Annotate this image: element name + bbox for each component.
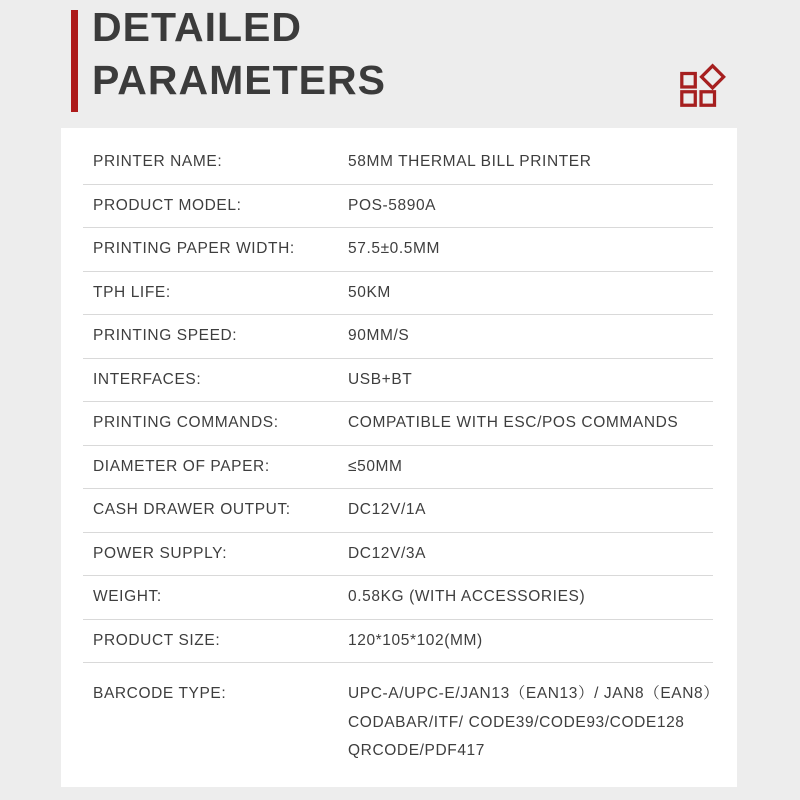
row-value [348, 501, 713, 519]
table-row [83, 315, 713, 359]
table-row [83, 446, 713, 490]
row-label: POWER SUPPLY: [93, 544, 228, 562]
value-line: POS-5890A [348, 196, 437, 214]
row-label: PRINTING COMMANDS: [93, 414, 279, 432]
row-label: PRODUCT SIZE: [93, 631, 221, 649]
value-line: DC12V/3A [348, 544, 427, 562]
row-value [348, 240, 713, 258]
row-label: CASH DRAWER OUTPUT: [93, 501, 291, 519]
value-line: 90MM/S [348, 327, 410, 345]
value-line: 120*105*102(MM) [348, 631, 483, 649]
table-row [83, 141, 713, 185]
squares-diamond-grid-icon [677, 63, 727, 109]
page-title [92, 1, 386, 107]
row-label: DIAMETER OF PAPER: [93, 457, 270, 475]
value-line: 50KM [348, 283, 391, 301]
row-label: PRINTING PAPER WIDTH: [93, 240, 295, 258]
row-label: BARCODE TYPE: [93, 685, 227, 702]
value-line: COMPATIBLE WITH ESC/POS COMMANDS [348, 414, 679, 432]
row-value [348, 327, 713, 345]
value-line: DC12V/1A [348, 501, 427, 519]
table-row [83, 576, 713, 620]
row-value [348, 284, 713, 302]
row-value [348, 197, 713, 215]
spec-table [61, 128, 737, 787]
table-row [83, 228, 713, 272]
value-line: 0.58KG (WITH ACCESSORIES) [348, 588, 586, 606]
row-value [348, 153, 713, 171]
row-label: PRINTING SPEED: [93, 327, 238, 345]
page-title-line2: PARAMETERS [92, 57, 386, 103]
row-label: PRODUCT MODEL: [93, 196, 242, 214]
row-value [348, 588, 713, 606]
row-value [348, 414, 713, 432]
row-value [348, 458, 713, 476]
row-value [348, 371, 713, 389]
value-line: QRCODE/PDF417 [348, 742, 485, 759]
row-label: TPH LIFE: [93, 283, 171, 301]
value-line: 57.5±0.5MM [348, 240, 441, 258]
row-value [348, 545, 713, 563]
row-label: PRINTER NAME: [93, 153, 223, 171]
row-value [348, 680, 719, 766]
value-line: CODABAR/ITF/ CODE39/CODE93/CODE128 [348, 713, 685, 731]
row-label: INTERFACES: [93, 370, 202, 388]
table-row [83, 663, 720, 786]
row-label: WEIGHT: [93, 588, 162, 606]
table-row [83, 272, 713, 316]
value-line: UPC-A/UPC-E/JAN13（EAN13）/ JAN8（EAN8） [348, 685, 720, 702]
table-row [83, 620, 713, 664]
title-accent-bar [71, 10, 78, 112]
table-row [83, 533, 713, 577]
value-line: USB+BT [348, 370, 413, 388]
table-row [83, 359, 713, 403]
table-row [83, 185, 713, 229]
value-line: 58MM THERMAL BILL PRINTER [348, 153, 592, 171]
table-row [83, 489, 713, 533]
page-title-line1: DETAILED [92, 4, 302, 50]
table-row [83, 402, 713, 446]
row-value [348, 632, 713, 650]
value-line: ≤50MM [348, 457, 403, 475]
